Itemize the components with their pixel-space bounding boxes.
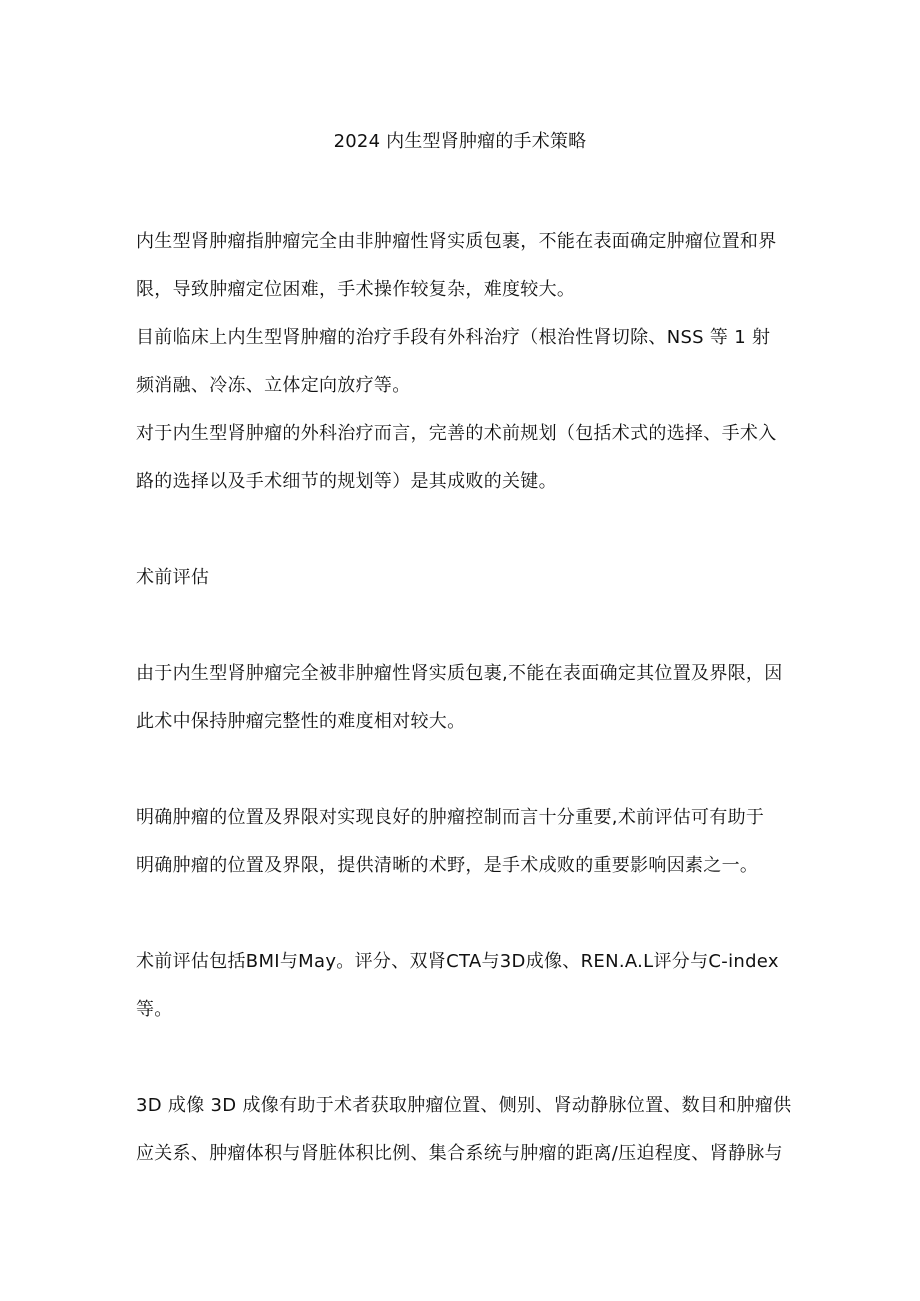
intro-line-1: 内生型肾肿瘤指肿瘤完全由非肿瘤性肾实质包裹，不能在表面确定肿瘤位置和界 (136, 231, 777, 252)
para3-line-2: 等。 (136, 999, 173, 1020)
intro-line-5: 对于内生型肾肿瘤的外科治疗而言，完善的术前规划（包括术式的选择、手术入 (136, 423, 777, 444)
intro-line-3: 目前临床上内生型肾肿瘤的治疗手段有外科治疗（根治性肾切除、NSS 等 1 射 (136, 327, 771, 348)
intro-paragraph (136, 218, 792, 506)
paragraph-4 (136, 1082, 792, 1178)
intro-line-6: 路的选择以及手术细节的规划等）是其成败的关键。 (136, 471, 557, 492)
para4-line-1: 3D 成像 3D 成像有助于术者获取肿瘤位置、侧别、肾动静脉位置、数目和肿瘤供 (136, 1095, 792, 1116)
para4-line-2: 应关系、肿瘤体积与肾脏体积比例、集合系统与肿瘤的距离/压迫程度、肾静脉与 (136, 1143, 783, 1164)
para2-line-2: 明确肿瘤的位置及界限，提供清晰的术野，是手术成败的重要影响因素之一。 (136, 855, 759, 876)
para2-line-1: 明确肿瘤的位置及界限对实现良好的肿瘤控制而言十分重要,术前评估可有助于 (136, 807, 765, 828)
paragraph-2 (136, 794, 792, 890)
intro-line-2: 限，导致肿瘤定位困难，手术操作较复杂，难度较大。 (136, 279, 576, 300)
section-heading-text: 术前评估 (136, 567, 210, 588)
paragraph-1 (136, 650, 792, 746)
section-heading (136, 554, 792, 602)
paragraph-3 (136, 938, 792, 1034)
document-title: 2024 内生型肾肿瘤的手术策略 (333, 131, 587, 152)
para1-line-1: 由于内生型肾肿瘤完全被非肿瘤性肾实质包裹,不能在表面确定其位置及界限，因 (136, 663, 783, 684)
para1-line-2: 此术中保持肿瘤完整性的难度相对较大。 (136, 711, 466, 732)
intro-line-4: 频消融、冷冻、立体定向放疗等。 (136, 375, 411, 396)
para3-line-1: 术前评估包括BMI与May。评分、双肾CTA与3D成像、REN.A.L评分与C-index (136, 951, 779, 972)
